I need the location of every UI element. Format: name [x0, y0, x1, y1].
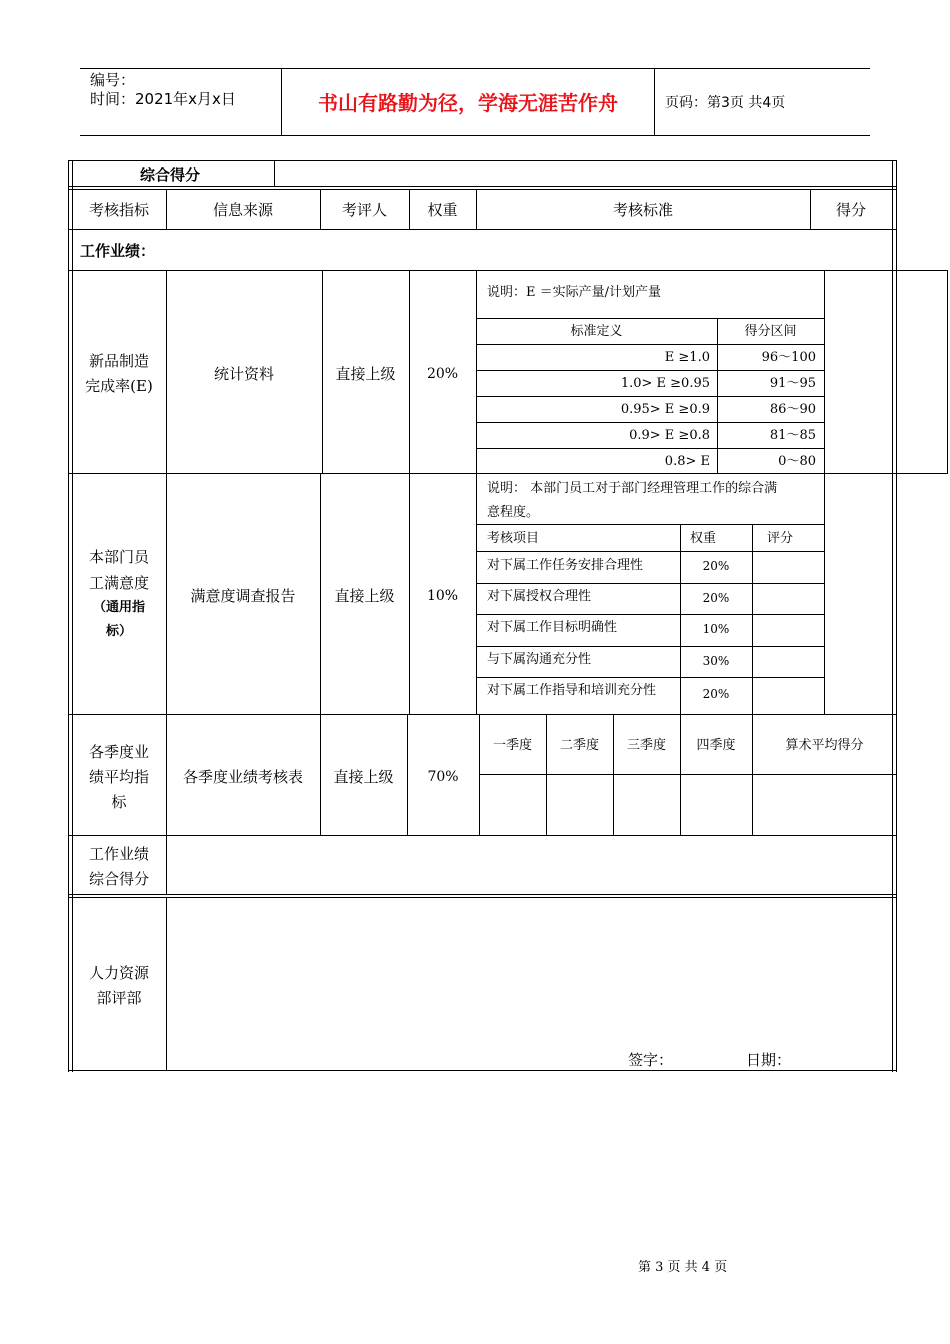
evaluator: 直接上级 — [334, 587, 395, 605]
performance-total-score-cell[interactable] — [167, 836, 892, 894]
assessment-item: 对下属工作目标明确性 — [487, 620, 618, 635]
standard-definition: 0.9> E ≥0.8 — [629, 428, 710, 443]
evaluator: 直接上级 — [333, 768, 394, 786]
rating-cell[interactable] — [753, 678, 824, 714]
assessment-item: 对下属工作指导和培训充分性 — [487, 683, 657, 698]
weight-value: 10% — [426, 588, 459, 604]
hr-comment-label: 人力资源 — [88, 964, 149, 982]
quarter-score-cell[interactable] — [614, 775, 680, 835]
sub-header-rating: 评分 — [767, 531, 794, 546]
score-range: 86～90 — [769, 402, 816, 417]
criteria-note: 意程度。 — [487, 505, 540, 520]
performance-total-label: 综合得分 — [88, 870, 149, 888]
composite-score-label: 综合得分 — [140, 166, 201, 184]
score-range: 96～100 — [761, 350, 816, 365]
evaluator: 直接上级 — [335, 365, 396, 383]
quarter-score-cell[interactable] — [681, 775, 752, 835]
standard-definition: 1.0> E ≥0.95 — [620, 376, 710, 391]
indicator-label: 各季度业 — [88, 743, 149, 761]
quarter-header: 四季度 — [696, 738, 736, 753]
indicator-label: （通用指 — [92, 600, 145, 615]
document-number-label: 编号： — [90, 71, 136, 89]
indicator-label: 工满意度 — [88, 574, 149, 592]
score-range: 91～95 — [769, 376, 816, 391]
sub-header-item: 考核项目 — [487, 531, 540, 546]
score-range: 81～85 — [769, 428, 816, 443]
column-header-source: 信息来源 — [212, 201, 273, 219]
standard-definition: 0.95> E ≥0.9 — [620, 402, 710, 417]
info-source: 统计资料 — [213, 365, 274, 383]
criteria-note: 说明： 本部门员工对于部门经理管理工作的综合满 — [487, 481, 778, 496]
average-score-cell[interactable] — [753, 775, 892, 835]
quarter-header: 二季度 — [559, 738, 599, 753]
signature-label: 签字： — [628, 1051, 674, 1069]
sub-header-weight: 权重 — [690, 531, 717, 546]
assessment-item: 对下属工作任务安排合理性 — [487, 558, 644, 573]
hr-comment-label: 部评部 — [96, 989, 142, 1007]
item-weight: 30% — [702, 654, 730, 668]
column-header-evaluator: 考评人 — [341, 201, 387, 219]
standard-definition: 0.8> E — [664, 454, 710, 469]
rating-cell[interactable] — [753, 584, 824, 614]
section-title: 工作业绩： — [80, 242, 156, 260]
rating-cell[interactable] — [753, 552, 824, 583]
score-cell[interactable] — [825, 271, 947, 473]
quarter-score-cell[interactable] — [547, 775, 613, 835]
info-source: 各季度业绩考核表 — [182, 768, 303, 786]
column-header-indicator: 考核指标 — [88, 201, 149, 219]
quarter-score-cell[interactable] — [480, 775, 546, 835]
item-weight: 20% — [702, 559, 730, 573]
sub-header-definition: 标准定义 — [570, 324, 623, 339]
column-header-score: 得分 — [835, 201, 866, 219]
performance-total-label: 工作业绩 — [88, 845, 149, 863]
rating-cell[interactable] — [753, 615, 824, 646]
average-score-header: 算术平均得分 — [785, 738, 864, 753]
page-number-label: 页码：第3页 共4页 — [665, 95, 786, 111]
assessment-item: 对下属授权合理性 — [487, 589, 592, 604]
score-range: 0～80 — [778, 454, 816, 469]
date-label: 日期： — [746, 1051, 792, 1069]
assessment-item: 与下属沟通充分性 — [487, 652, 592, 667]
rating-cell[interactable] — [753, 647, 824, 677]
weight-value: 20% — [426, 366, 459, 382]
indicator-label: 新品制造 — [88, 352, 149, 370]
document-time-label: 时间：2021年x月x日 — [90, 90, 236, 108]
sub-header-range: 得分区间 — [744, 324, 797, 339]
motto-banner: 书山有路勤为径，学海无涯苦作舟 — [318, 91, 618, 115]
criteria-note: 说明：E ＝实际产量/计划产量 — [487, 285, 662, 300]
column-header-criteria: 考核标准 — [612, 201, 673, 219]
hr-comment-area[interactable] — [167, 898, 892, 1043]
quarter-header: 一季度 — [492, 738, 532, 753]
weight-value: 70% — [427, 769, 459, 785]
page-footer: 第 3 页 共 4 页 — [638, 1260, 728, 1275]
item-weight: 10% — [702, 622, 730, 636]
quarter-header: 三季度 — [626, 738, 666, 753]
standard-definition: E ≥1.0 — [664, 350, 710, 365]
item-weight: 20% — [702, 687, 730, 701]
item-weight: 20% — [702, 591, 730, 605]
indicator-label: 本部门员 — [88, 548, 149, 566]
indicator-label: 完成率(E) — [85, 377, 153, 395]
column-header-weight: 权重 — [427, 201, 458, 219]
info-source: 满意度调查报告 — [190, 587, 296, 605]
indicator-label: 标） — [105, 624, 132, 639]
indicator-label: 标 — [111, 793, 127, 811]
indicator-label: 绩平均指 — [88, 768, 149, 786]
